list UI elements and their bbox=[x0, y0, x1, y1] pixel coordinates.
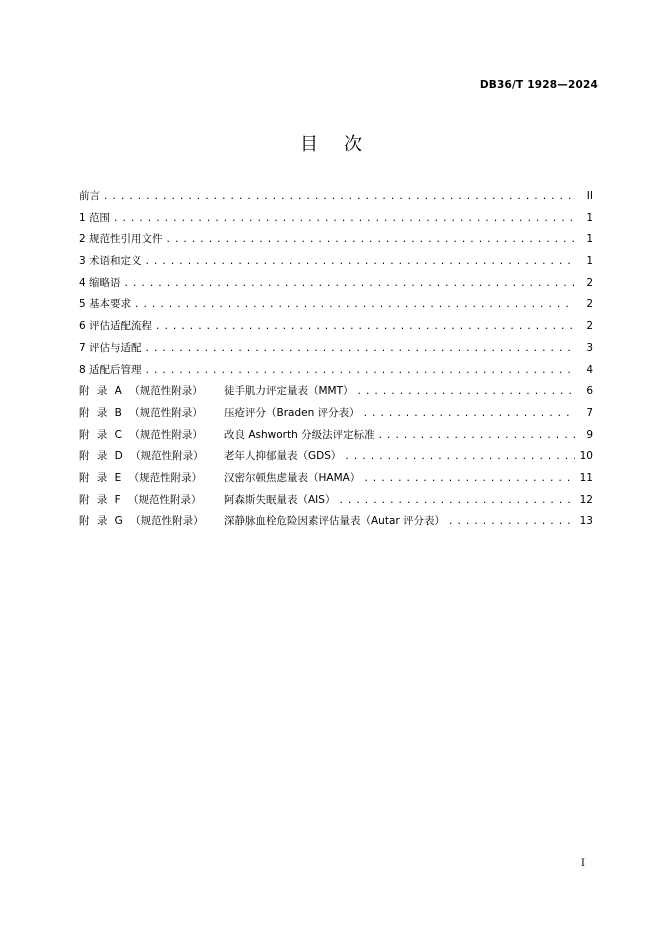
dot-leader bbox=[344, 447, 575, 469]
dot-leader bbox=[378, 426, 575, 448]
toc-entry-label: 4 缩略语 bbox=[79, 276, 121, 289]
annex-title: 阿森斯失眠量表（AIS） bbox=[224, 493, 336, 506]
toc-entry-assessment-fitting[interactable] bbox=[79, 338, 593, 360]
toc-entry-terms-definitions[interactable] bbox=[79, 251, 593, 273]
annex-designation: 附 录 G （规范性附录） bbox=[79, 515, 204, 528]
dot-leader bbox=[166, 230, 575, 252]
annex-title: 深静脉血栓危险因素评估量表（Autar 评分表） bbox=[224, 515, 446, 528]
toc-entry-label: 7 评估与适配 bbox=[79, 341, 142, 354]
table-of-contents bbox=[79, 186, 593, 533]
toc-entry-scope[interactable] bbox=[79, 208, 593, 230]
toc-entry-annex-e[interactable] bbox=[79, 468, 593, 490]
toc-entry-page: 9 bbox=[586, 428, 593, 441]
toc-entry-page: 11 bbox=[579, 471, 593, 484]
page-title: 目次 bbox=[300, 134, 388, 155]
toc-entry-basic-requirements[interactable] bbox=[79, 294, 593, 316]
dot-leader bbox=[134, 295, 575, 317]
toc-entry-page: 7 bbox=[586, 406, 593, 419]
annex-title: 改良 Ashworth 分级法评定标准 bbox=[224, 428, 375, 441]
toc-entry-label: 8 适配后管理 bbox=[79, 363, 142, 376]
toc-entry-page: 1 bbox=[586, 233, 593, 246]
toc-entry-page: 4 bbox=[586, 363, 593, 376]
toc-entry-label: 1 范围 bbox=[79, 211, 111, 224]
toc-entry-annex-b[interactable] bbox=[79, 403, 593, 425]
toc-entry-page: 13 bbox=[579, 515, 593, 528]
toc-entry-post-fitting-management[interactable] bbox=[79, 360, 593, 382]
toc-entry-label bbox=[79, 490, 338, 512]
toc-entry-label: 5 基本要求 bbox=[79, 298, 132, 311]
dot-leader bbox=[103, 187, 575, 209]
toc-entry-assessment-process[interactable] bbox=[79, 316, 593, 338]
annex-designation: 附 录 F （规范性附录） bbox=[79, 493, 202, 506]
toc-entry-annex-c[interactable] bbox=[79, 425, 593, 447]
dot-leader bbox=[363, 469, 575, 491]
toc-entry-page: 12 bbox=[579, 493, 593, 506]
dot-leader bbox=[145, 361, 575, 383]
annex-designation: 附 录 B （规范性附录） bbox=[79, 406, 203, 419]
dot-leader bbox=[155, 317, 575, 339]
dot-leader bbox=[145, 339, 575, 361]
toc-entry-page: 10 bbox=[579, 450, 593, 463]
toc-entry-abbreviations[interactable] bbox=[79, 273, 593, 295]
toc-entry-page: 2 bbox=[586, 298, 593, 311]
toc-entry-page: II bbox=[586, 190, 593, 202]
dot-leader bbox=[124, 274, 575, 296]
toc-entry-page: 3 bbox=[586, 341, 593, 354]
annex-title: 压疮评分（Braden 评分表） bbox=[224, 406, 360, 419]
page-number: I bbox=[581, 858, 585, 869]
toc-entry-annex-g[interactable] bbox=[79, 511, 593, 533]
toc-entry-label bbox=[79, 468, 363, 490]
toc-entry-label: 6 评估适配流程 bbox=[79, 320, 153, 333]
toc-entry-label bbox=[79, 425, 378, 447]
toc-entry-label bbox=[79, 381, 357, 403]
toc-entry-page: 2 bbox=[586, 320, 593, 333]
toc-entry-annex-f[interactable] bbox=[79, 490, 593, 512]
dot-leader bbox=[357, 382, 575, 404]
annex-title: 徒手肌力评定量表（MMT） bbox=[224, 385, 354, 398]
toc-entry-foreword[interactable] bbox=[79, 186, 593, 208]
toc-entry-page: 1 bbox=[586, 255, 593, 268]
annex-designation: 附 录 C （规范性附录） bbox=[79, 428, 203, 441]
document-code: DB36/T 1928—2024 bbox=[479, 79, 598, 91]
dot-leader bbox=[145, 252, 575, 274]
annex-title: 汉密尔顿焦虑量表（HAMA） bbox=[224, 471, 361, 484]
toc-entry-page: 1 bbox=[586, 211, 593, 224]
annex-designation: 附 录 A （规范性附录） bbox=[79, 385, 203, 398]
toc-entry-annex-a[interactable] bbox=[79, 381, 593, 403]
toc-entry-label bbox=[79, 511, 448, 533]
toc-entry-annex-d[interactable] bbox=[79, 446, 593, 468]
toc-entry-label: 前言 bbox=[79, 190, 100, 202]
dot-leader bbox=[448, 512, 575, 534]
toc-entry-label: 3 术语和定义 bbox=[79, 255, 142, 268]
dot-leader bbox=[113, 209, 575, 231]
toc-entry-normative-references[interactable] bbox=[79, 229, 593, 251]
toc-entry-label: 2 规范性引用文件 bbox=[79, 233, 163, 246]
dot-leader bbox=[338, 491, 575, 513]
toc-entry-label bbox=[79, 403, 363, 425]
toc-entry-label bbox=[79, 446, 344, 468]
annex-title: 老年人抑郁量表（GDS） bbox=[224, 450, 342, 463]
annex-designation: 附 录 D （规范性附录） bbox=[79, 450, 204, 463]
toc-entry-page: 6 bbox=[586, 385, 593, 398]
toc-entry-page: 2 bbox=[586, 276, 593, 289]
annex-designation: 附 录 E （规范性附录） bbox=[79, 471, 203, 484]
dot-leader bbox=[363, 404, 575, 426]
